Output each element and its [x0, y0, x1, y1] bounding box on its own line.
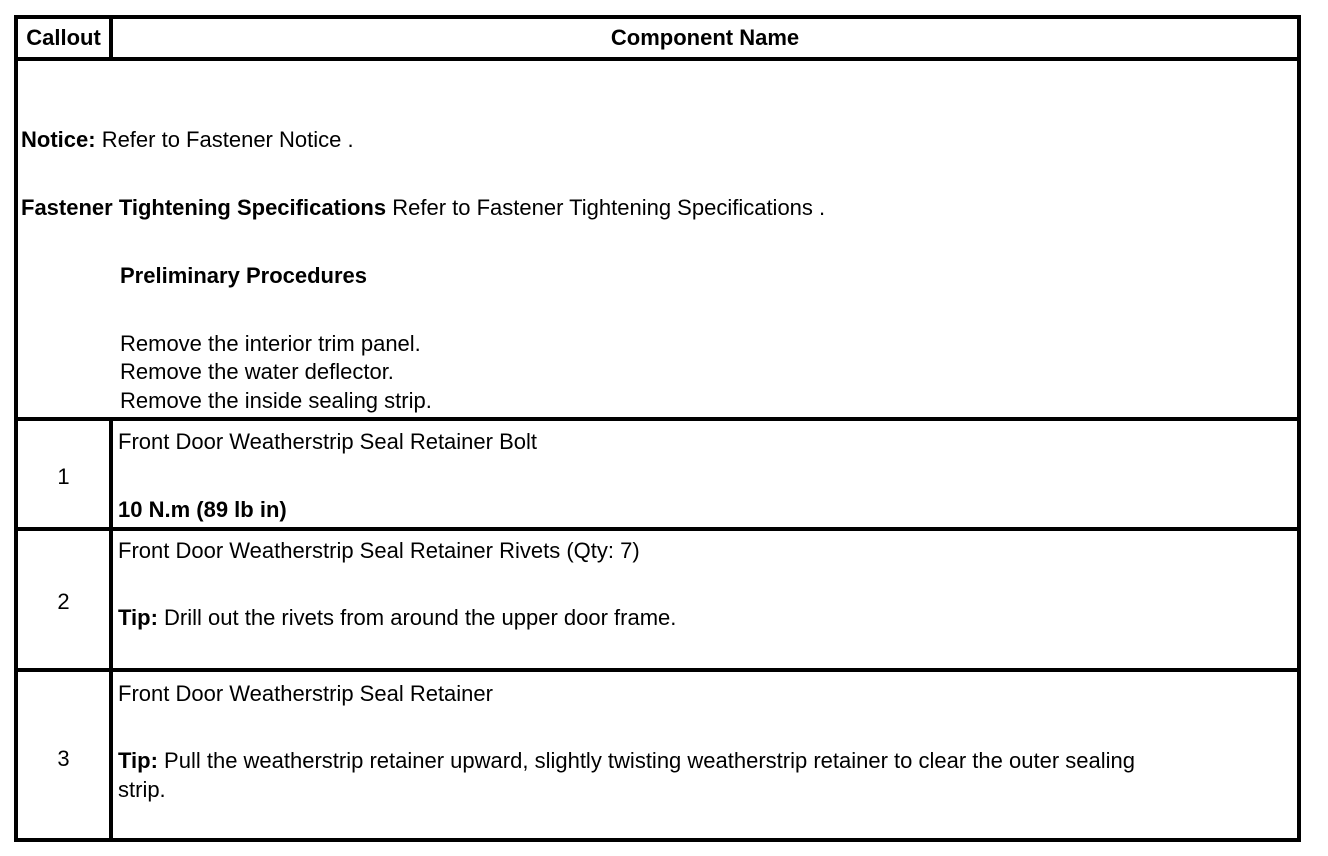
preamble-bottom-rule: [18, 417, 1297, 421]
row-divider: [109, 672, 113, 842]
torque-spec: 10 N.m (89 lb in): [118, 497, 287, 522]
fastener-spec-text: Refer to Fastener Tightening Specifications .: [392, 195, 826, 220]
component-name: Front Door Weatherstrip Seal Retainer Bolt: [118, 429, 537, 454]
callout-number: 1: [57, 464, 70, 489]
header-component-name: Component Name: [610, 25, 800, 50]
fastener-spec-label: Fastener Tightening Specifications: [21, 195, 387, 220]
preliminary-step: Remove the interior trim panel.: [120, 331, 421, 356]
tip-text: Drill out the rivets from around the upper door frame.: [164, 605, 677, 630]
tip-text: Pull the weatherstrip retainer upward, slightly twisting weatherstrip retainer to clear the outer sealing: [164, 748, 1135, 773]
preliminary-step: Remove the inside sealing strip.: [120, 388, 432, 413]
preliminary-procedures-heading: Preliminary Procedures: [120, 263, 368, 288]
fastener-spec-line: [21, 194, 825, 222]
header-callout: Callout: [26, 25, 101, 50]
row-bottom-rule: [18, 668, 1297, 672]
component-name: Front Door Weatherstrip Seal Retainer: [118, 681, 493, 706]
tip-text-continuation: strip.: [118, 777, 166, 802]
callout-number: 2: [57, 589, 70, 614]
component-name: Front Door Weatherstrip Seal Retainer Rivets (Qty: 7): [118, 538, 640, 563]
row-divider: [109, 421, 113, 527]
tip-line: [118, 604, 676, 632]
procedure-table: [14, 15, 1301, 842]
tip-label: Tip:: [118, 605, 158, 630]
tip-label: Tip:: [118, 748, 158, 773]
callout-number: 3: [57, 746, 70, 771]
row-bottom-rule: [18, 527, 1297, 531]
header-bottom-rule: [18, 57, 1297, 61]
notice-text: Refer to Fastener Notice .: [101, 127, 354, 152]
notice-label: Notice:: [21, 127, 96, 152]
tip-line: [118, 747, 1135, 775]
notice-line: [21, 126, 354, 154]
preliminary-step: Remove the water deflector.: [120, 359, 394, 384]
row-divider: [109, 531, 113, 668]
